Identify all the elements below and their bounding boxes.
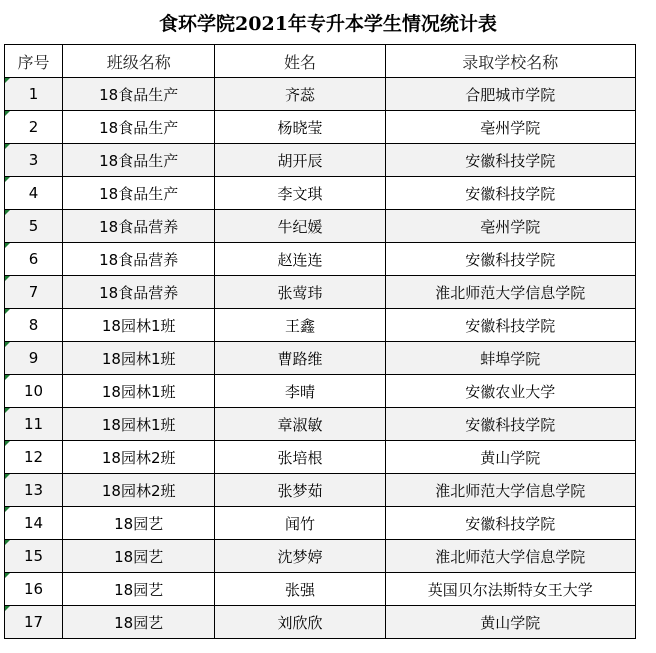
- cell-school-text: 淮北师范大学信息学院: [435, 283, 586, 302]
- cell-name[interactable]: [215, 408, 385, 441]
- cell-number-text: 8: [28, 316, 39, 334]
- cell-number[interactable]: [5, 342, 63, 375]
- cell-number[interactable]: [5, 606, 63, 639]
- table-row: [5, 78, 636, 111]
- cell-name[interactable]: [215, 540, 385, 573]
- header-cell-number[interactable]: 序号: [5, 45, 63, 78]
- cell-flag-icon: [5, 573, 10, 578]
- cell-class-text: 18园林1班: [101, 382, 176, 401]
- cell-number-text: 13: [23, 481, 44, 499]
- cell-class-text: 18园艺: [114, 613, 164, 632]
- table-row: [5, 540, 636, 573]
- cell-number[interactable]: [5, 573, 63, 606]
- cell-name-text: 闻竹: [284, 514, 315, 533]
- cell-flag-icon: [5, 507, 10, 512]
- table-row: [5, 111, 636, 144]
- cell-flag-icon: [5, 375, 10, 380]
- cell-number[interactable]: [5, 375, 63, 408]
- cell-name-text: 赵连连: [277, 250, 323, 269]
- table-row: [5, 276, 636, 309]
- cell-flag-icon: [5, 540, 10, 545]
- cell-number[interactable]: [5, 474, 63, 507]
- cell-name[interactable]: [215, 309, 385, 342]
- cell-number-text: 17: [23, 613, 44, 631]
- cell-class[interactable]: [63, 309, 215, 342]
- cell-class[interactable]: [63, 78, 215, 111]
- cell-name-text: 齐蕊: [284, 85, 315, 104]
- table-row: [5, 309, 636, 342]
- cell-class[interactable]: [63, 441, 215, 474]
- cell-flag-icon: [5, 342, 10, 347]
- cell-school-text: 淮北师范大学信息学院: [435, 547, 586, 566]
- cell-number-text: 9: [28, 349, 39, 367]
- cell-name-text: 张莺玮: [277, 283, 323, 302]
- cell-school[interactable]: [385, 573, 635, 606]
- table-row: [5, 210, 636, 243]
- cell-number[interactable]: [5, 210, 63, 243]
- table-row: [5, 177, 636, 210]
- cell-class-text: 18食品营养: [99, 283, 179, 302]
- cell-number-text: 5: [28, 217, 39, 235]
- cell-number-text: 1: [28, 85, 39, 103]
- cell-school-text: 亳州学院: [480, 217, 541, 236]
- cell-class[interactable]: [63, 408, 215, 441]
- cell-school[interactable]: [385, 309, 635, 342]
- cell-name[interactable]: [215, 111, 385, 144]
- cell-name-text: 曹路维: [277, 349, 323, 368]
- cell-school-text: 合肥城市学院: [465, 85, 556, 104]
- header-cell-name[interactable]: 姓名: [215, 45, 385, 78]
- cell-school[interactable]: [385, 375, 635, 408]
- cell-class-text: 18食品生产: [99, 118, 179, 137]
- cell-number-text: 16: [23, 580, 44, 598]
- cell-school-text: 安徽科技学院: [465, 184, 556, 203]
- cell-number-text: 3: [28, 151, 39, 169]
- cell-number[interactable]: [5, 507, 63, 540]
- cell-class-text: 18园林2班: [101, 448, 176, 467]
- cell-number[interactable]: [5, 441, 63, 474]
- cell-school[interactable]: [385, 78, 635, 111]
- cell-number[interactable]: [5, 111, 63, 144]
- cell-school[interactable]: [385, 111, 635, 144]
- cell-number[interactable]: [5, 408, 63, 441]
- table-row: [5, 573, 636, 606]
- cell-name-text: 杨晓莹: [277, 118, 323, 137]
- table-body: [5, 78, 636, 639]
- cell-class-text: 18园艺: [114, 580, 164, 599]
- cell-school-text: 黄山学院: [480, 448, 541, 467]
- cell-number[interactable]: [5, 309, 63, 342]
- cell-school[interactable]: [385, 342, 635, 375]
- cell-number[interactable]: [5, 78, 63, 111]
- cell-class[interactable]: [63, 573, 215, 606]
- table-row: [5, 408, 636, 441]
- cell-school[interactable]: [385, 144, 635, 177]
- sheet-title: 食环学院2021年专升本学生情况统计表: [159, 13, 497, 35]
- cell-number[interactable]: [5, 144, 63, 177]
- cell-flag-icon: [5, 78, 10, 83]
- cell-school[interactable]: [385, 210, 635, 243]
- cell-name-text: 李文琪: [277, 184, 323, 203]
- cell-number-text: 10: [23, 382, 44, 400]
- header-row: [5, 45, 636, 78]
- cell-number-text: 7: [28, 283, 39, 301]
- cell-name[interactable]: [215, 177, 385, 210]
- cell-class[interactable]: [63, 276, 215, 309]
- cell-number-text: 14: [23, 514, 44, 532]
- cell-class-text: 18园艺: [114, 514, 164, 533]
- cell-class[interactable]: [63, 375, 215, 408]
- cell-number-text: 12: [23, 448, 44, 466]
- table-row: [5, 375, 636, 408]
- cell-class-text: 18园林2班: [101, 481, 176, 500]
- cell-name-text: 李晴: [284, 382, 315, 401]
- cell-name-text: 王鑫: [284, 316, 315, 335]
- cell-school[interactable]: [385, 276, 635, 309]
- cell-school-text: 安徽科技学院: [465, 415, 556, 434]
- cell-school[interactable]: [385, 606, 635, 639]
- cell-school[interactable]: [385, 408, 635, 441]
- cell-name[interactable]: [215, 606, 385, 639]
- cell-school-text: 淮北师范大学信息学院: [435, 481, 586, 500]
- cell-class-text: 18园林1班: [101, 349, 176, 368]
- cell-flag-icon: [5, 177, 10, 182]
- header-cell-school[interactable]: 录取学校名称: [385, 45, 635, 78]
- table-row: [5, 606, 636, 639]
- cell-school[interactable]: [385, 243, 635, 276]
- cell-class[interactable]: [63, 507, 215, 540]
- cell-school-text: 安徽科技学院: [465, 250, 556, 269]
- cell-school[interactable]: [385, 540, 635, 573]
- cell-flag-icon: [5, 243, 10, 248]
- cell-class-text: 18食品生产: [99, 85, 179, 104]
- cell-class-text: 18食品生产: [99, 151, 179, 170]
- cell-number[interactable]: [5, 177, 63, 210]
- header-cell-class[interactable]: 班级名称: [63, 45, 215, 78]
- cell-number[interactable]: [5, 276, 63, 309]
- cell-number-text: 4: [28, 184, 39, 202]
- cell-class[interactable]: [63, 474, 215, 507]
- cell-flag-icon: [5, 309, 10, 314]
- cell-school[interactable]: [385, 177, 635, 210]
- cell-name[interactable]: [215, 243, 385, 276]
- cell-school-text: 黄山学院: [480, 613, 541, 632]
- cell-name[interactable]: [215, 342, 385, 375]
- cell-school-text: 安徽农业大学: [465, 382, 556, 401]
- cell-class[interactable]: [63, 111, 215, 144]
- cell-name[interactable]: [215, 375, 385, 408]
- students-table: [4, 44, 636, 639]
- cell-flag-icon: [5, 408, 10, 413]
- cell-class[interactable]: [63, 342, 215, 375]
- cell-flag-icon: [5, 606, 10, 611]
- cell-name[interactable]: [215, 441, 385, 474]
- cell-name[interactable]: [215, 144, 385, 177]
- cell-school[interactable]: [385, 507, 635, 540]
- cell-number-text: 15: [23, 547, 44, 565]
- cell-name[interactable]: [215, 210, 385, 243]
- cell-flag-icon: [5, 144, 10, 149]
- cell-school-text: 安徽科技学院: [465, 316, 556, 335]
- table-row: [5, 474, 636, 507]
- cell-number[interactable]: [5, 243, 63, 276]
- cell-name[interactable]: [215, 507, 385, 540]
- cell-school[interactable]: [385, 441, 635, 474]
- table-row: [5, 507, 636, 540]
- cell-class-text: 18食品营养: [99, 250, 179, 269]
- cell-name[interactable]: [215, 276, 385, 309]
- cell-name-text: 张梦茹: [277, 481, 323, 500]
- cell-name-text: 刘欣欣: [277, 613, 323, 632]
- cell-class-text: 18园林1班: [101, 415, 176, 434]
- cell-school-text: 蚌埠学院: [480, 349, 541, 368]
- cell-number-text: 11: [23, 415, 44, 433]
- cell-number[interactable]: [5, 540, 63, 573]
- cell-name-text: 张强: [284, 580, 315, 599]
- cell-flag-icon: [5, 276, 10, 281]
- cell-flag-icon: [5, 111, 10, 116]
- cell-class[interactable]: [63, 177, 215, 210]
- cell-class[interactable]: [63, 540, 215, 573]
- cell-name-text: 章淑敏: [277, 415, 323, 434]
- cell-class-text: 18园艺: [114, 547, 164, 566]
- cell-name-text: 牛纪媛: [277, 217, 323, 236]
- cell-name-text: 胡开辰: [277, 151, 323, 170]
- cell-class-text: 18食品营养: [99, 217, 179, 236]
- cell-class[interactable]: [63, 243, 215, 276]
- cell-number-text: 6: [28, 250, 39, 268]
- cell-name-text: 沈梦婷: [277, 547, 323, 566]
- cell-class[interactable]: [63, 606, 215, 639]
- cell-school-text: 亳州学院: [480, 118, 541, 137]
- cell-school-text: 安徽科技学院: [465, 151, 556, 170]
- table-row: [5, 441, 636, 474]
- cell-class-text: 18食品生产: [99, 184, 179, 203]
- cell-name-text: 张培根: [277, 448, 323, 467]
- cell-flag-icon: [5, 441, 10, 446]
- cell-class[interactable]: [63, 210, 215, 243]
- cell-school-text: 安徽科技学院: [465, 514, 556, 533]
- cell-school[interactable]: [385, 474, 635, 507]
- cell-flag-icon: [5, 210, 10, 215]
- cell-class-text: 18园林1班: [101, 316, 176, 335]
- table-row: [5, 342, 636, 375]
- table-row: [5, 243, 636, 276]
- table-row: [5, 144, 636, 177]
- cell-school-text: 英国贝尔法斯特女王大学: [427, 580, 593, 599]
- cell-number-text: 2: [28, 118, 39, 136]
- cell-name[interactable]: [215, 474, 385, 507]
- cell-class[interactable]: [63, 144, 215, 177]
- cell-name[interactable]: [215, 573, 385, 606]
- cell-name[interactable]: [215, 78, 385, 111]
- cell-flag-icon: [5, 474, 10, 479]
